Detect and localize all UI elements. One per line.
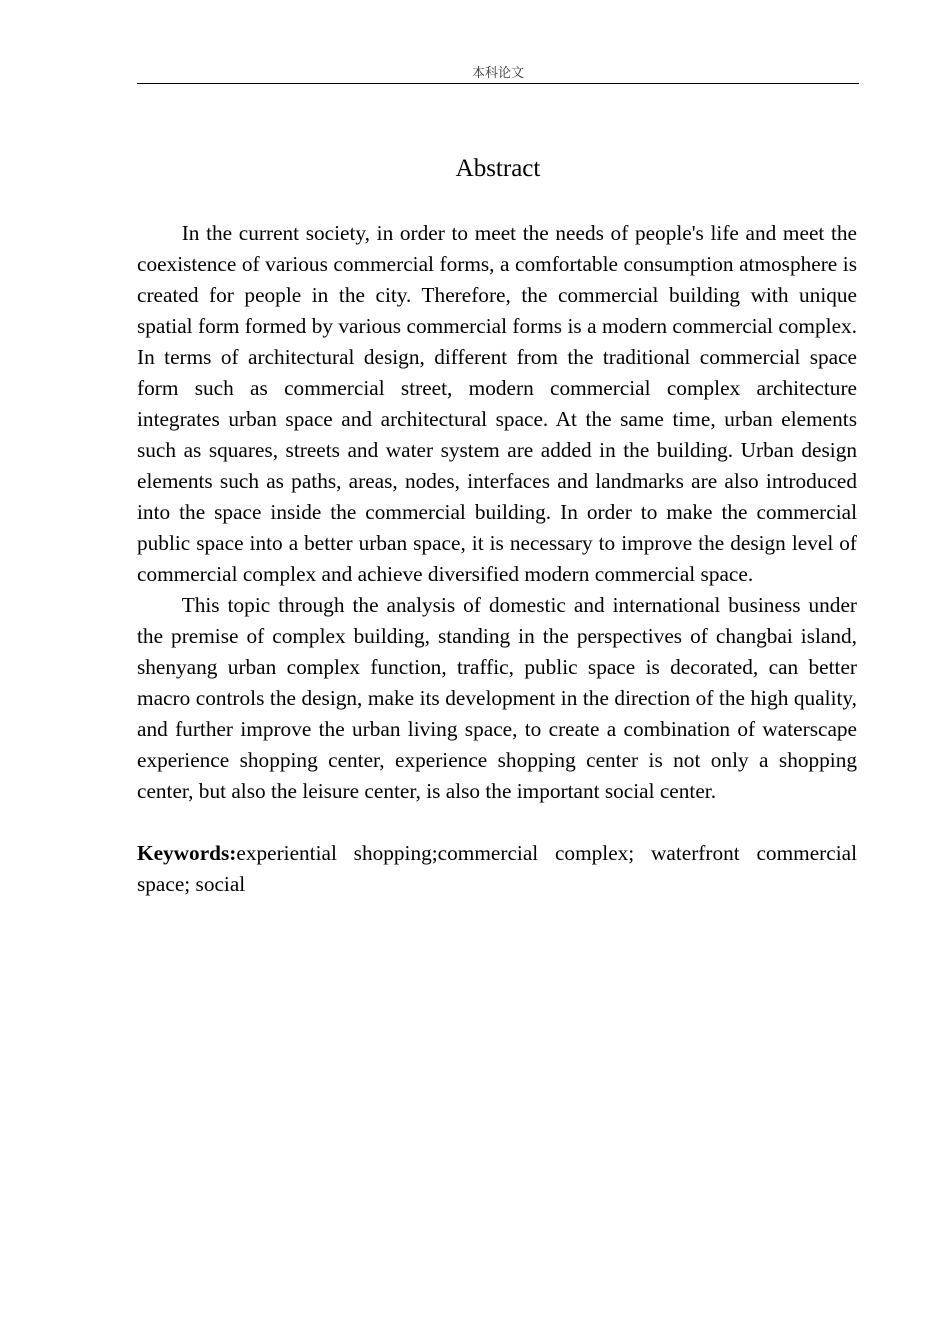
abstract-body [137,218,857,900]
abstract-paragraph-1: In the current society, in order to meet the needs of people's life and meet the coexistence of various commercial forms, a comfortable consumption atmosphere is created for people in the city. Therefore, the commercial building with unique spatial form formed by various commercial forms is a modern commercial complex. In terms of architectural design, different from the traditional commercial space form such as commercial street, modern commercial complex architecture integrates urban space and architectural space. At the same time, urban elements such as squares, streets and water system are added in the building. Urban design elements such as paths, areas, nodes, interfaces and landmarks are also introduced into the space inside the commercial building. In order to make the commercial public space into a better urban space, it is necessary to improve the design level of commercial complex and achieve diversified modern commercial space. [137,221,857,586]
keywords-line [137,838,857,900]
abstract-paragraph-2: This topic through the analysis of domestic and international business under the premise of complex building, standing in the perspectives of changbai island, shenyang urban complex function, traffic, public space is decorated, can better macro controls the design, make its development in the direction of the high quality, and further improve the urban living space, to create a combination of waterscape experience shopping center, experience shopping center is not only a shopping center, but also the leisure center, is also the important social center. [137,593,857,803]
abstract-title: Abstract [455,155,541,182]
running-header: 本科论文 [471,66,524,81]
header-rule [137,83,859,84]
keywords-text: experiential shopping;commercial complex; waterfront commercial space; social [137,841,857,896]
keywords-label: Keywords: [137,841,237,865]
